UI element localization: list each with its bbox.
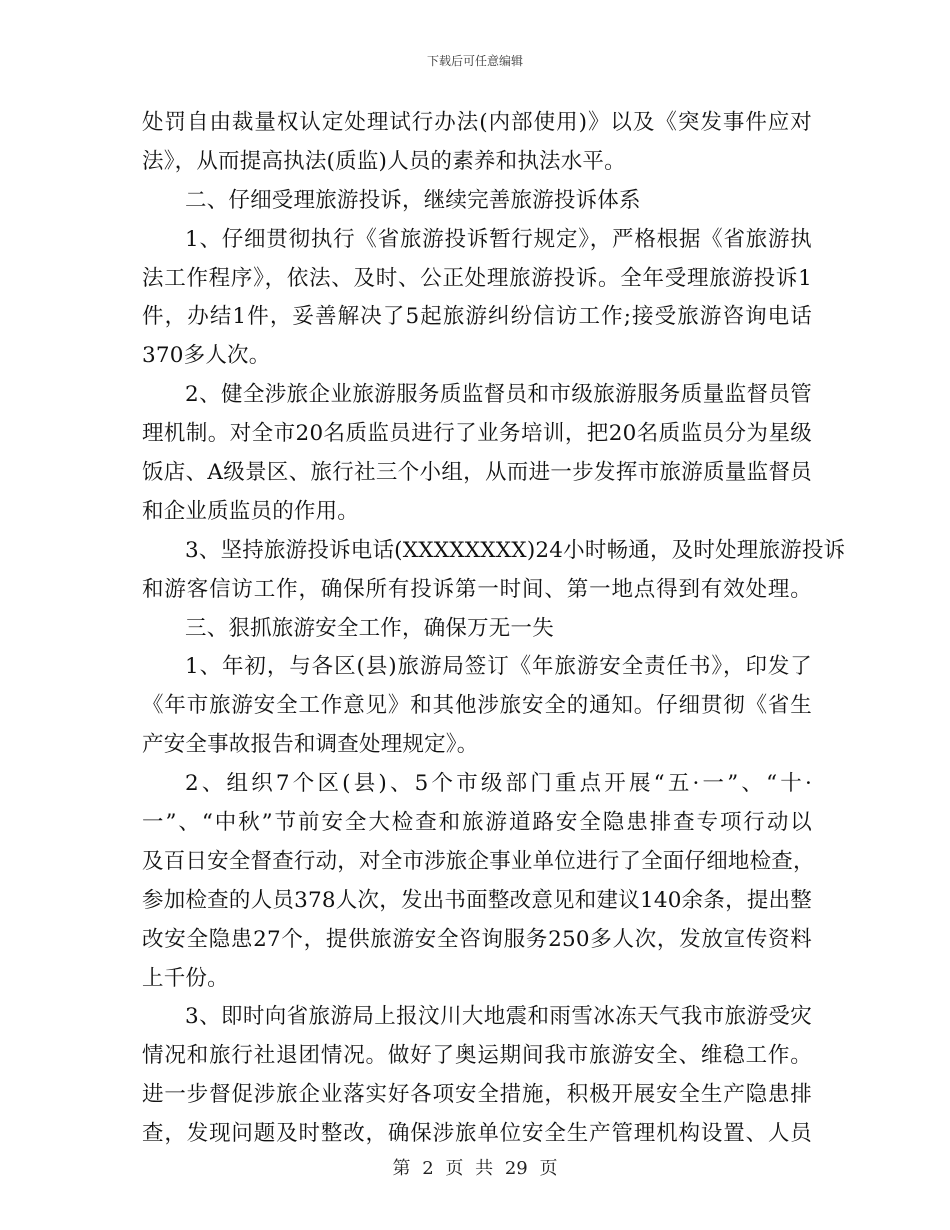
body-line: 饭店、A级景区、旅行社三个小组，从而进一步发挥市旅游质量监督员 (142, 460, 812, 486)
body-line: 参加检查的人员378人次，发出书面整改意见和建议140余条，提出整 (142, 887, 812, 913)
document-body (142, 104, 846, 1154)
body-line: 和企业质监员的作用。 (142, 498, 360, 524)
body-line: 改安全隐患27个，提供旅游安全咨询服务250多人次，发放宣传资料 (142, 926, 812, 952)
body-line: 处罚自由裁量权认定处理试行办法(内部使用)》以及《突发事件应对 (142, 110, 812, 135)
body-line: 370多人次。 (142, 343, 271, 369)
body-line: 件，办结1件，妥善解决了5起旅游纠纷信访工作;接受旅游咨询电话 (142, 304, 812, 330)
body-line: 理机制。对全市20名质监员进行了业务培训，把20名质监员分为星级 (142, 421, 812, 447)
body-line: 一”、“中秋”节前安全大检查和旅游道路安全隐患排查专项行动以 (142, 810, 812, 836)
body-line: 1、年初，与各区(县)旅游局签订《年旅游安全责任书》，印发了 (185, 654, 812, 680)
section-heading-3: 三、狠抓旅游安全工作，确保万无一失 (185, 615, 554, 641)
body-line: 查，发现问题及时整改，确保涉旅单位安全生产管理机构设置、人员 (142, 1121, 812, 1147)
body-line: 法》，从而提高执法(质监)人员的素养和执法水平。 (142, 148, 626, 174)
body-line: 3、即时向省旅游局上报汶川大地震和雨雪冰冻天气我市旅游受灾 (185, 1004, 812, 1030)
page-number: 第 2 页 共 29 页 (392, 1158, 558, 1179)
body-line: 和游客信访工作，确保所有投诉第一时间、第一地点得到有效处理。 (142, 576, 812, 602)
body-line: 2、健全涉旅企业旅游服务质监督员和市级旅游服务质量监督员管 (185, 382, 812, 408)
body-line: 产安全事故报告和调查处理规定》。 (142, 732, 479, 758)
body-line: 2、组织7个区(县)、5个市级部门重点开展“五·一”、“十· (185, 771, 812, 797)
body-line: 《年市旅游安全工作意见》和其他涉旅安全的通知。仔细贯彻《省生 (142, 693, 812, 719)
body-line: 1、仔细贯彻执行《省旅游投诉暂行规定》，严格根据《省旅游执 (185, 226, 812, 252)
body-line: 上千份。 (142, 965, 229, 991)
body-line: 进一步督促涉旅企业落实好各项安全措施，积极开展安全生产隐患排 (142, 1082, 812, 1108)
body-line: 情况和旅行社退团情况。做好了奥运期间我市旅游安全、维稳工作。 (142, 1043, 812, 1069)
body-line: 法工作程序》，依法、及时、公正处理旅游投诉。全年受理旅游投诉1 (142, 265, 812, 291)
body-line: 3、坚持旅游投诉电话(XXXXXXXX)24小时畅通，及时处理旅游投诉 (185, 537, 846, 563)
section-heading-2: 二、仔细受理旅游投诉，继续完善旅游投诉体系 (185, 187, 641, 213)
body-line: 及百日安全督查行动，对全市涉旅企事业单位进行了全面仔细地检查， (142, 848, 815, 874)
page-header: 下载后可任意编辑 (426, 54, 523, 68)
